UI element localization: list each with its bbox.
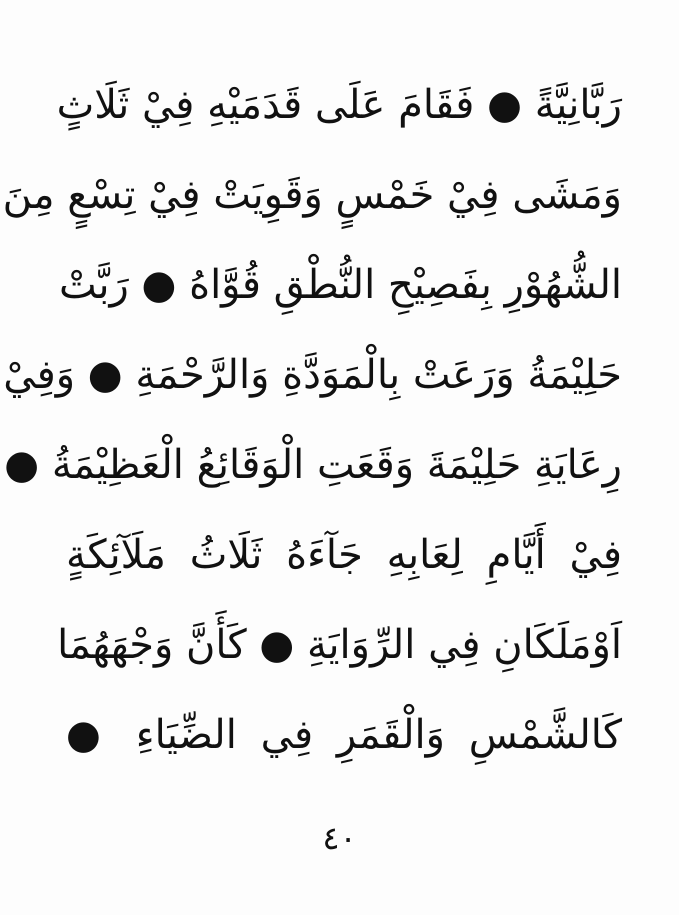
text-line-5: رِعَايَةِ حَلِيْمَةَ وَقَعَتِ الْوَقَائِعُ الْعَظِيْمَةُ ● (4, 442, 622, 488)
text-line-4: حَلِيْمَةُ وَرَعَتْ بِالْمَوَدَّةِ وَالرَّحْمَةِ ● وَفِيْ (3, 352, 622, 398)
text-line-3: الشُّهُوْرِ بِفَصِيْحِ النُّطْقِ قُوَّاهُ ● رَبَّتْ (59, 262, 622, 308)
text-line-6: فِيْ أَيَّامِ لِعَابِهِ جَآءَهُ ثَلَاثُ مَلَآئِكَةٍ (66, 532, 622, 578)
text-line-7: اَوْمَلَكَانِ فِي الرِّوَايَةِ ● كَأَنَّ وَجْهَهُمَا (57, 622, 622, 668)
poem-text-block (2, 60, 622, 780)
text-line-8: كَالشَّمْسِ وَالْقَمَرِ فِي الضِّيَاءِ ● (66, 712, 622, 758)
text-line-2: وَمَشَى فِيْ خَمْسٍ وَقَوِيَتْ فِيْ تِسْعٍ مِنَ (2, 172, 622, 218)
text-line-1: رَبَّانِيَّةً ● فَقَامَ عَلَى قَدَمَيْهِ فِيْ ثَلَاثٍ (56, 82, 622, 128)
page-number: ٤٠ (322, 819, 357, 857)
